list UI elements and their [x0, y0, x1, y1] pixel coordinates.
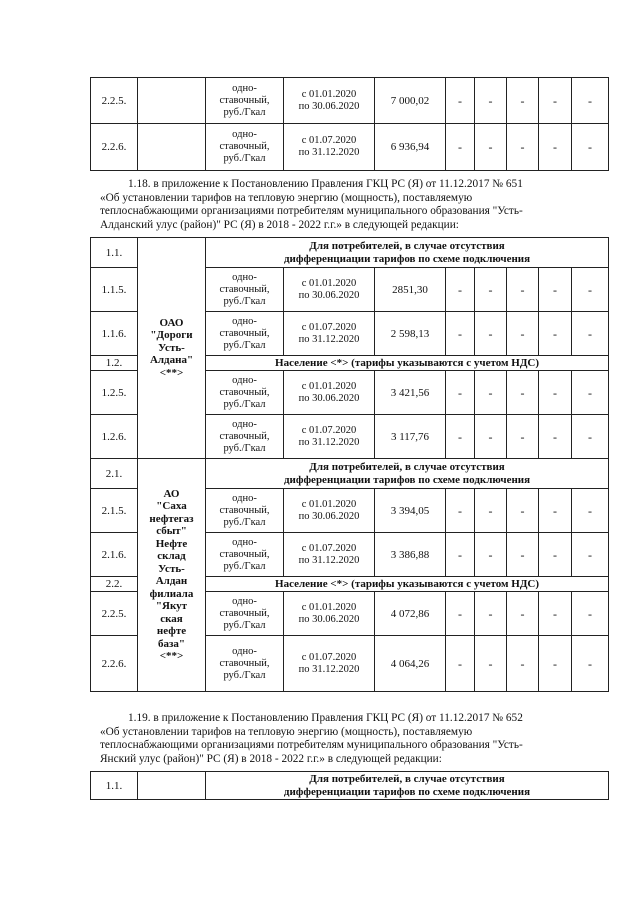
- empty-value: -: [475, 268, 507, 312]
- org-line: ская: [160, 612, 183, 625]
- unit-line: ставочный,: [219, 657, 270, 669]
- unit-line: ставочный,: [219, 327, 270, 339]
- unit-line: одно-: [232, 595, 257, 607]
- text-line: «Об установлении тарифов на тепловую энергию (мощность), поставляемую: [100, 191, 473, 204]
- tariff-unit: [206, 592, 284, 636]
- period-start: с 01.01.2020: [301, 601, 357, 613]
- org-line: <**>: [159, 650, 184, 662]
- tariff-period: [284, 124, 375, 171]
- org-line: Усть-: [158, 562, 185, 575]
- group-title-line: Для потребителей, в случае отсутствия: [309, 239, 505, 252]
- period-end: по 31.12.2020: [298, 333, 360, 345]
- org-line: "Саха: [156, 500, 187, 512]
- empty-value: -: [446, 124, 475, 171]
- tariff-value: 4 072,86: [375, 592, 446, 636]
- unit-line: одно-: [232, 315, 257, 327]
- text-line: теплоснабжающими организациями потребителям муниципального образования "Усть-: [100, 205, 523, 218]
- tariff-value: 3 421,56: [375, 371, 446, 415]
- empty-value: -: [539, 533, 572, 577]
- empty-value: -: [539, 268, 572, 312]
- top-tariff-table: [90, 77, 609, 171]
- empty-value: -: [475, 415, 507, 459]
- tariff-value: 3 117,76: [375, 415, 446, 459]
- period-start: с 01.07.2020: [301, 321, 357, 333]
- period-end: по 31.12.2020: [298, 436, 360, 448]
- period-end: по 31.12.2020: [298, 663, 360, 675]
- empty-value: -: [446, 268, 475, 312]
- unit-line: ставочный,: [219, 386, 270, 398]
- period-start: с 01.01.2020: [301, 380, 357, 392]
- empty-value: -: [446, 533, 475, 577]
- tariff-value: 2851,30: [375, 268, 446, 312]
- unit-line: ставочный,: [219, 504, 270, 516]
- empty-value: -: [572, 312, 609, 356]
- row-number: 2.2.5.: [91, 592, 138, 636]
- empty-value: -: [572, 78, 609, 124]
- text-line: Алданский улус (район)" РС (Я) в 2018 - 2022 г.г.» в следующей редакции:: [100, 218, 459, 231]
- empty-value: -: [475, 312, 507, 356]
- row-number: 1.1.6.: [91, 312, 138, 356]
- group-title-line: Для потребителей, в случае отсутствия: [309, 460, 505, 473]
- org-line: Нефте: [155, 537, 188, 550]
- tariff-unit: [206, 415, 284, 459]
- unit-line: руб./Гкал: [223, 442, 266, 454]
- row-number: 2.2.5.: [91, 78, 138, 124]
- unit-line: одно-: [232, 271, 257, 283]
- group-title: Население <*> (тарифы указываются с учетом НДС): [206, 356, 609, 371]
- unit-line: ставочный,: [219, 430, 270, 442]
- group-header-row: [91, 459, 609, 489]
- unit-line: руб./Гкал: [223, 153, 266, 164]
- empty-value: -: [507, 268, 539, 312]
- text-line: «Об установлении тарифов на тепловую энергию (мощность), поставляемую: [100, 725, 473, 738]
- empty-value: -: [507, 415, 539, 459]
- unit-line: ставочный,: [219, 548, 270, 560]
- empty-value: -: [507, 371, 539, 415]
- unit-line: одно-: [232, 418, 257, 430]
- empty-value: -: [475, 533, 507, 577]
- empty-value: -: [446, 415, 475, 459]
- empty-value: -: [539, 592, 572, 636]
- tariff-period: [284, 636, 375, 692]
- empty-value: -: [507, 312, 539, 356]
- group-header-row: [91, 238, 609, 268]
- empty-value: -: [446, 592, 475, 636]
- group-number: 2.1.: [91, 459, 138, 489]
- org-line: сбыт": [156, 525, 187, 537]
- empty-value: -: [507, 533, 539, 577]
- empty-value: -: [446, 489, 475, 533]
- tariff-unit: [206, 636, 284, 692]
- org-line: база": [157, 637, 186, 650]
- org-name-dorogi: [138, 238, 206, 459]
- empty-value: -: [475, 636, 507, 692]
- group-number: 1.1.: [91, 238, 138, 268]
- row-number: 2.2.6.: [91, 124, 138, 171]
- group-title: Население <*> (тарифы указываются с учетом НДС): [206, 577, 609, 592]
- empty-value: -: [446, 636, 475, 692]
- paragraph-1-19: [100, 712, 597, 766]
- group-title: [206, 238, 609, 268]
- empty-value: -: [446, 371, 475, 415]
- tariff-period: [284, 268, 375, 312]
- org-cell-empty: [138, 124, 206, 171]
- empty-value: -: [475, 489, 507, 533]
- unit-line: одно-: [232, 645, 257, 657]
- period-end: по 31.12.2020: [298, 147, 360, 158]
- org-line: склад: [157, 550, 186, 562]
- empty-value: -: [539, 636, 572, 692]
- period-start: с 01.07.2020: [301, 542, 357, 554]
- unit-line: руб./Гкал: [223, 560, 266, 572]
- empty-value: -: [572, 124, 609, 171]
- tariff-unit: [206, 268, 284, 312]
- unit-line: руб./Гкал: [223, 295, 266, 307]
- tariff-unit: [206, 78, 284, 124]
- org-line: "Якут: [155, 600, 188, 612]
- unit-line: руб./Гкал: [223, 106, 266, 118]
- org-line: нефте: [156, 625, 187, 637]
- org-line: нефтегаз: [149, 512, 194, 525]
- bottom-tariff-table: [90, 771, 609, 800]
- period-end: по 31.12.2020: [298, 554, 360, 566]
- unit-line: руб./Гкал: [223, 619, 266, 631]
- unit-line: одно-: [232, 374, 257, 386]
- empty-value: -: [507, 78, 539, 124]
- period-start: с 01.07.2020: [301, 651, 357, 663]
- empty-value: -: [572, 489, 609, 533]
- group-header-row: [91, 772, 609, 800]
- period-end: по 30.06.2020: [298, 289, 360, 301]
- empty-value: -: [446, 78, 475, 124]
- empty-value: -: [572, 415, 609, 459]
- org-line: <**>: [159, 366, 184, 379]
- period-start: с 01.07.2020: [301, 135, 357, 146]
- org-line: ОАО: [159, 316, 184, 329]
- tariff-value: 2 598,13: [375, 312, 446, 356]
- empty-value: -: [539, 124, 572, 171]
- text-line: 1.18. в приложение к Постановлению Правления ГКЦ РС (Я) от 11.12.2017 № 651: [128, 178, 523, 190]
- empty-value: -: [572, 371, 609, 415]
- unit-line: ставочный,: [219, 283, 270, 295]
- tariff-period: [284, 592, 375, 636]
- empty-value: -: [507, 592, 539, 636]
- group-title-line: Для потребителей, в случае отсутствия: [309, 772, 505, 785]
- text-line: теплоснабжающими организациями потребителям муниципального образования "Усть-: [100, 739, 523, 752]
- tariff-period: [284, 489, 375, 533]
- group-number: 1.2.: [91, 356, 138, 371]
- org-line: АО: [163, 487, 180, 500]
- unit-line: руб./Гкал: [223, 669, 266, 681]
- period-start: с 01.01.2020: [301, 498, 357, 510]
- tariff-period: [284, 415, 375, 459]
- group-title: [206, 459, 609, 489]
- tariff-period: [284, 533, 375, 577]
- tariff-value: 3 394,05: [375, 489, 446, 533]
- period-end: по 30.06.2020: [298, 100, 360, 112]
- org-line: "Дороги: [150, 329, 193, 342]
- period-start: с 01.07.2020: [301, 424, 357, 436]
- empty-value: -: [446, 312, 475, 356]
- group-number: 1.1.: [91, 772, 138, 800]
- org-line: филиала: [149, 587, 194, 600]
- empty-value: -: [507, 489, 539, 533]
- org-cell-empty: [138, 772, 206, 800]
- tariff-unit: [206, 312, 284, 356]
- period-start: с 01.01.2020: [301, 88, 357, 100]
- unit-line: руб./Гкал: [223, 516, 266, 528]
- unit-line: одно-: [232, 492, 257, 504]
- empty-value: -: [507, 124, 539, 171]
- org-line: Алдана": [149, 354, 194, 367]
- row-number: 1.2.6.: [91, 415, 138, 459]
- empty-value: -: [572, 592, 609, 636]
- empty-value: -: [539, 415, 572, 459]
- empty-value: -: [507, 636, 539, 692]
- unit-line: одно-: [232, 82, 257, 94]
- unit-line: руб./Гкал: [223, 339, 266, 351]
- tariff-period: [284, 371, 375, 415]
- group-title-line: дифференциации тарифов по схеме подключения: [283, 785, 531, 798]
- empty-value: -: [572, 533, 609, 577]
- table-row: [91, 124, 609, 171]
- group-number: 2.2.: [91, 577, 138, 592]
- empty-value: -: [475, 78, 507, 124]
- empty-value: -: [475, 371, 507, 415]
- tariff-unit: [206, 124, 284, 171]
- org-cell-empty: [138, 78, 206, 124]
- empty-value: -: [475, 124, 507, 171]
- paragraph-1-18: [100, 178, 597, 232]
- empty-value: -: [539, 489, 572, 533]
- tariff-unit: [206, 371, 284, 415]
- text-line: 1.19. в приложение к Постановлению Правления ГКЦ РС (Я) от 11.12.2017 № 652: [128, 712, 523, 724]
- row-number: 2.1.5.: [91, 489, 138, 533]
- tariff-value: 6 936,94: [375, 124, 446, 171]
- period-end: по 30.06.2020: [298, 510, 360, 522]
- tariff-period: [284, 78, 375, 124]
- org-line: Алдан: [155, 575, 188, 587]
- unit-line: руб./Гкал: [223, 398, 266, 410]
- org-name-sakhaneftegazsbyt: [138, 459, 206, 692]
- empty-value: -: [539, 371, 572, 415]
- period-end: по 30.06.2020: [298, 613, 360, 625]
- row-number: 1.2.5.: [91, 371, 138, 415]
- period-end: по 30.06.2020: [298, 392, 360, 404]
- empty-value: -: [475, 592, 507, 636]
- row-number: 2.1.6.: [91, 533, 138, 577]
- main-tariff-table: [90, 237, 609, 692]
- unit-line: ставочный,: [219, 607, 270, 619]
- tariff-value: 4 064,26: [375, 636, 446, 692]
- row-number: 1.1.5.: [91, 268, 138, 312]
- empty-value: -: [572, 268, 609, 312]
- text-line: Янский улус (район)" РС (Я) в 2018 - 2022 г.г.» в следующей редакции:: [100, 752, 442, 765]
- org-line: Усть-: [158, 341, 185, 354]
- tariff-value: 3 386,88: [375, 533, 446, 577]
- unit-line: ставочный,: [219, 141, 270, 152]
- tariff-period: [284, 312, 375, 356]
- empty-value: -: [572, 636, 609, 692]
- tariff-unit: [206, 533, 284, 577]
- row-number: 2.2.6.: [91, 636, 138, 692]
- table-row: [91, 78, 609, 124]
- empty-value: -: [539, 78, 572, 124]
- tariff-unit: [206, 489, 284, 533]
- unit-line: одно-: [232, 536, 257, 548]
- group-title-line: дифференциации тарифов по схеме подключения: [283, 252, 531, 265]
- tariff-value: 7 000,02: [375, 78, 446, 124]
- group-title-line: дифференциации тарифов по схеме подключения: [283, 473, 531, 486]
- empty-value: -: [539, 312, 572, 356]
- period-start: с 01.01.2020: [301, 277, 357, 289]
- unit-line: одно-: [232, 129, 257, 140]
- unit-line: ставочный,: [219, 94, 270, 106]
- group-title: [206, 772, 609, 800]
